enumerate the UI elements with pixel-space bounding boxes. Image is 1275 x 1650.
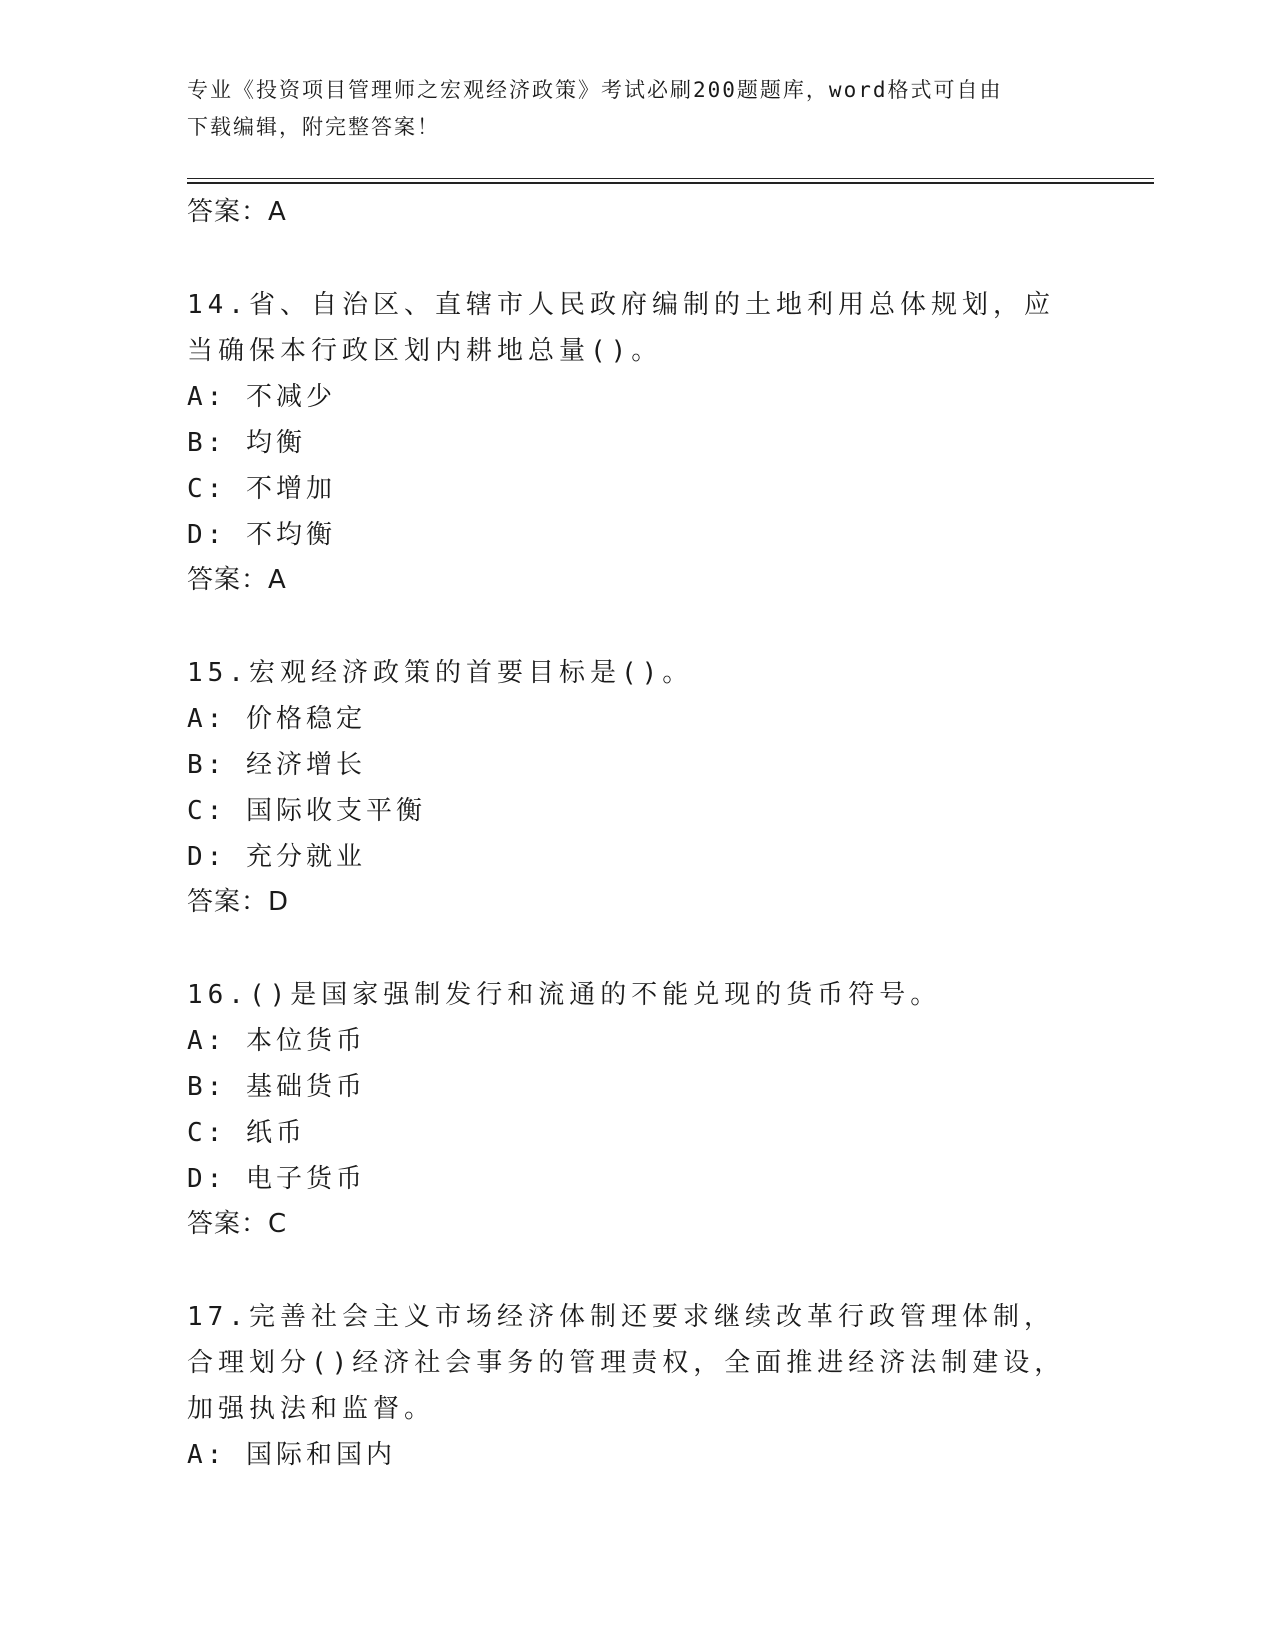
question-16-option-a: A: 本位货币 [187, 1026, 366, 1056]
answer-13: 答案：A [187, 197, 287, 227]
question-14-option-b: B: 均衡 [187, 428, 306, 458]
question-16 [187, 972, 1087, 1247]
header-line-2: 下载编辑，附完整答案！ [187, 115, 440, 139]
question-15-option-d: D: 充分就业 [187, 842, 366, 872]
header-rule-thick [187, 182, 1154, 184]
question-14-option-a: A: 不减少 [187, 382, 336, 412]
header-rule-thin [187, 178, 1154, 179]
question-list [187, 190, 1087, 1478]
question-17-option-a: A: 国际和国内 [187, 1440, 396, 1470]
question-16-text: 16.()是国家强制发行和流通的不能兑现的货币符号。 [187, 980, 942, 1010]
question-15-answer: 答案：D [187, 887, 290, 917]
question-16-option-c: C: 纸币 [187, 1118, 306, 1148]
question-15-option-b: B: 经济增长 [187, 750, 366, 780]
question-14-text: 14.省、自治区、直辖市人民政府编制的土地利用总体规划，应当确保本行政区划内耕地总量()。 [187, 290, 1055, 366]
question-14-answer: 答案：A [187, 565, 287, 595]
question-15 [187, 650, 1087, 925]
question-15-option-a: A: 价格稳定 [187, 704, 366, 734]
question-15-option-c: C: 国际收支平衡 [187, 796, 426, 826]
question-15-text: 15.宏观经济政策的首要目标是()。 [187, 658, 694, 688]
header-line-1: 专业《投资项目管理师之宏观经济政策》考试必刷200题题库，word格式可自由 [187, 78, 1003, 102]
question-16-answer: 答案：C [187, 1209, 288, 1239]
question-17-text: 17.完善社会主义市场经济体制还要求继续改革行政管理体制，合理划分()经济社会事务的管理责权，全面推进经济法制建设，加强执法和监督。 [187, 1302, 1066, 1424]
question-14-option-d: D: 不均衡 [187, 520, 336, 550]
question-14 [187, 282, 1087, 603]
question-16-option-d: D: 电子货币 [187, 1164, 366, 1194]
question-17 [187, 1294, 1087, 1478]
question-14-option-c: C: 不增加 [187, 474, 336, 504]
page-header [187, 72, 1067, 146]
question-16-option-b: B: 基础货币 [187, 1072, 366, 1102]
